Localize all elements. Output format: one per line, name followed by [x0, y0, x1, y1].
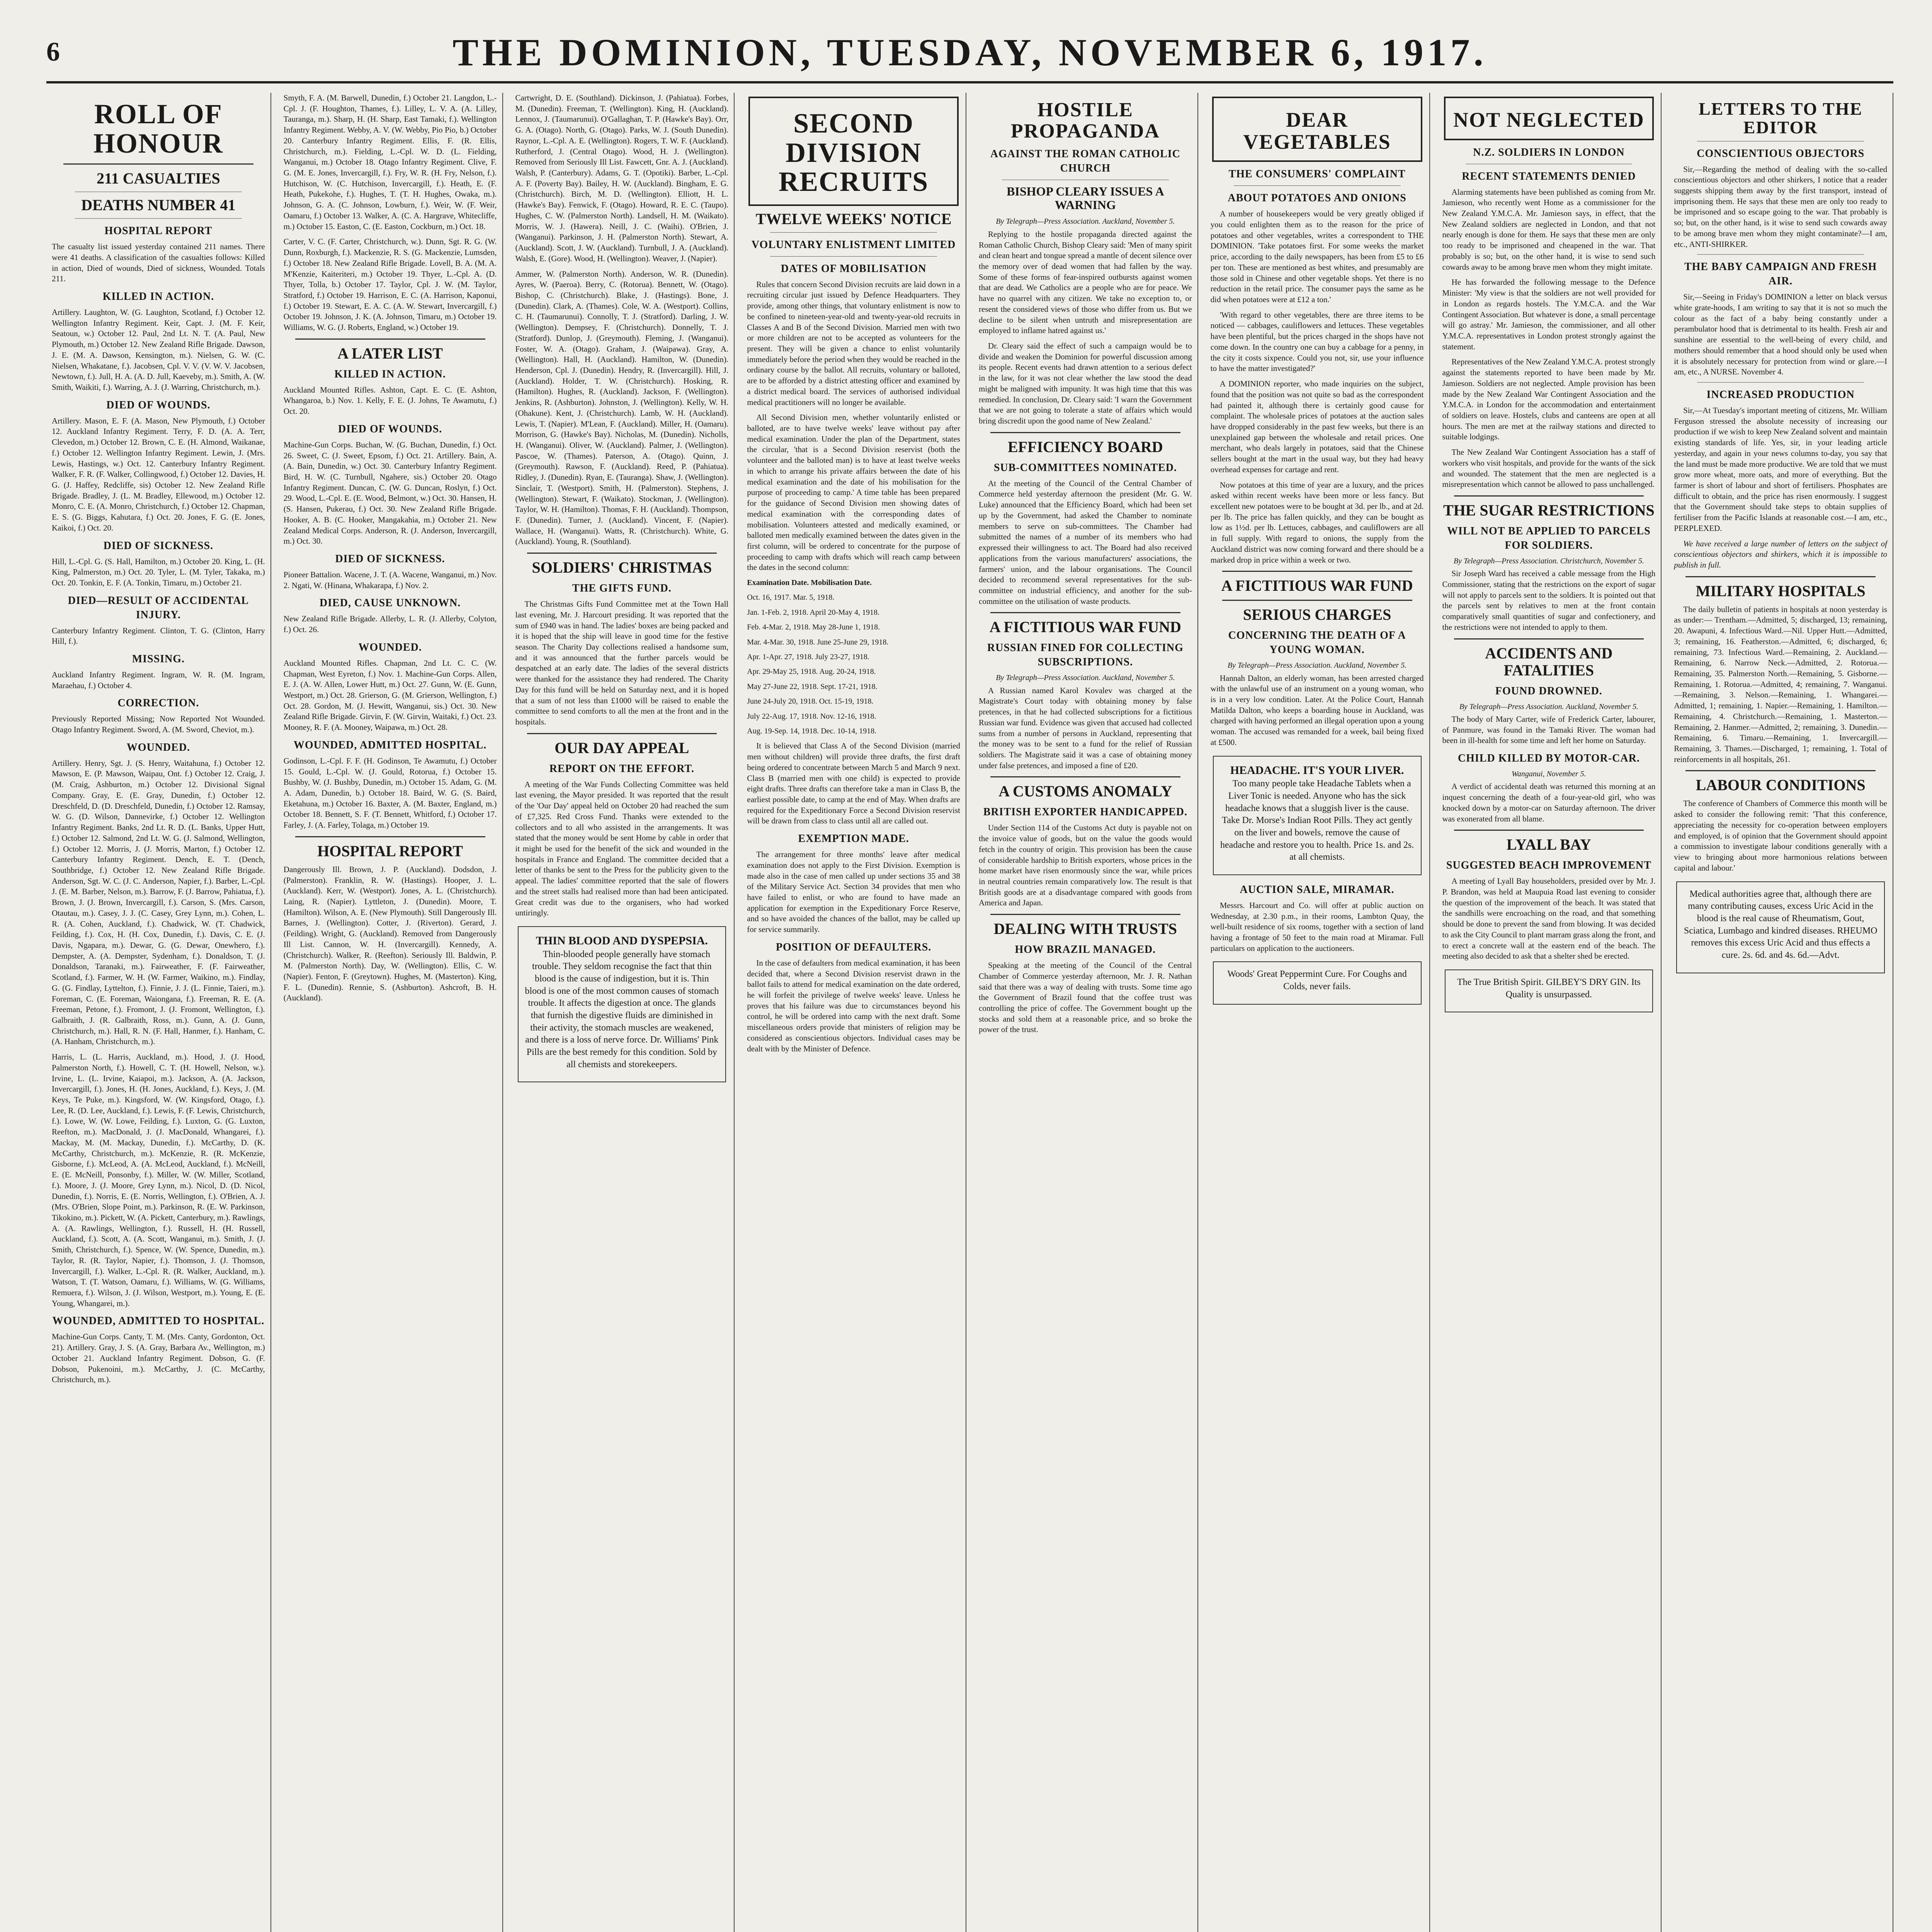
column-roll-of-honour [46, 93, 271, 1932]
page-number: 6 [46, 37, 60, 67]
schedule-row: Apr. 29-May 25, 1918. Aug. 20-24, 1918. [747, 667, 876, 676]
ad-text: Thin-blooded people generally have stomach trouble. They seldom recognise the fact that thin blood is the cause of indigestion, but it is. Thin blood is one of the most common causes of stomach trouble. It affects the digestion at once. The glands that furnish the digestive fluids are diminished in their activity, the stomach muscles are weakened, and there is a loss of nerve force. Dr. Williams' Pink Pills are the best remedy for this condition. Sold by all chemists and storekeepers. [525, 949, 719, 1070]
column-hospital-christmas [510, 93, 735, 1932]
recruits-text-5: In the case of defaulters from medical examination, it has been decided that, where a Second Division reservist drawn in the ballot fails to attend for medical examination on the date ordered, he will forfeit the privilege of twelve weeks' leave. Unless he proves that his failure was due to circumstances beyond his control, he will be ordered into camp with the next draft. Some miscellaneous orders provide that ministers of religion may be considered as conscientious objectors. Individual cases may be dealt with by the Minister of Defence. [747, 958, 960, 1053]
labour-text: The conference of Chambers of Commerce this month will be asked to consider the following remit: 'That this conference, appreciating the necessity for co-operation between employers and employed, is of opinion that the Government should appoint a commission to investigate labour conditions generally with a view to bringing about more harmonious relations between capital and labour.' [1674, 799, 1887, 872]
accidental-text: Canterbury Infantry Regiment. Clinton, T. G. (Clinton, Harry Hill, f.). [52, 626, 265, 646]
schedule-row: Oct. 16, 1917. Mar. 5, 1918. [747, 593, 835, 602]
gin-ad-text: The True British Spirit. GILBEY'S DRY GIN. Its Quality is unsurpassed. [1457, 977, 1641, 1000]
divider [990, 612, 1180, 613]
vegetables-headline-box [1212, 97, 1422, 162]
appeal-text: A meeting of the War Funds Collecting Committee was held last evening, the Mayor presided. It was reported that the result of the 'Our Day' appeal held on October 20 had reached the sum of £7,325. Red Cross Fund. Thanks were extended to the collectors and to all who assisted in the arrangements. It was stated that the money would be sent Home by cable in order that it might be used for the benefit of the sick and wounded in the hospitals in France and England. The committee decided that a letter of thanks be sent to the Press for the publicity given to the appeal. The ladies' committee reported that the sale of flowers and the street stalls had realised more than had been anticipated. Great credit was due to the organisers, who had worked untiringly. [515, 779, 729, 918]
died-wounds-text: Artillery. Mason, E. F. (A. Mason, New Plymouth, f.) October 12. Auckland Infantry Regiment. Terry, F. D. (A. A. Terr, Clevedon, m.) October 12. Brown, C. E. (H. Almond, Waikanae, f.) October 12. Wellington Infantry Regiment. Lewin, J. (Mrs. Lewis, Hastings, w.) Oct. 12. Canterbury Infantry Regiment. Walker, F. R. (F. Walker, Collingwood, f.) October 12. Davies, H. G. (J. Haffey, Redcliffe, sis) October 12. New Zealand Rifle Brigade. Bradley, J. (L. M. Bradley, Ellewood, m.) October 12. Monro, C. E. (A. Monro, Christchurch, f.) October 12. Chapman, E. S. (G. Biggs, Kahutara, f.) Oct. 20. Jones, F. G. (E. Jones, Kaikoi, f.) Oct. 20. [52, 416, 265, 532]
christmas-heading: SOLDIERS' CHRISTMAS [532, 559, 712, 577]
neglected-sub: N.Z. SOLDIERS IN LONDON [1473, 146, 1625, 158]
rheumo-ad-text: Medical authorities agree that, although there are many contributing causes, excess Uric Acid in the blood is the real cause of Rheumatism, Gout, Sciatica, Lumbago and kindred diseases. RHEUMO removes this excess Uric Acid and thus effects a cure. 2s. 6d. and 4s. 6d.—Advt. [1684, 889, 1878, 960]
later-du-heading: DIED, CAUSE UNKNOWN. [319, 597, 461, 609]
military-text: The daily bulletin of patients in hospitals at noon yesterday is as under:— Trentham.—Admitted, 5; discharged, 13; remaining, 20. Awapuni, 4. Infectious Ward.—Nil. Upper Hutt.—Admitted, 3; remaining, 16. Featherston.—Admitted, 6; discharged, 6; remaining, 73. Infectious Ward.—Remaining, 2. Auckland.—Remaining, 6. Narrow Neck.—Admitted, 2. Rotorua.—Remaining, 35. Palmerston North.—Remaining, 5. Gisborne.—Remaining, 1. Rotorua.—Admitted, 4; remaining, 7. Wanganui.—Remaining, 3. Nelson.—Remaining, 1. Whangarei.—Admitted, 1; remaining, 1. Napier.—Remaining, 1. Hamilton.—Remaining, 4. Christchurch.—Remaining, 1. Masterton.—Remaining, 2. Hanmer.—Admitted, 2; remaining, 3. Dunedin.—Remaining, 6. Timaru.—Remaining, 1. Invercargill.—Remaining, 3. Thames.—Discharged, 1; remaining, 1. Total of reinforcements in all hospitals, 261. [1674, 604, 1887, 764]
accidents-heading: ACCIDENTS AND FATALITIES [1485, 644, 1613, 679]
wounded-hospital-text: Machine-Gun Corps. Canty, T. M. (Mrs. Canty, Gordonton, Oct. 21). Artillery. Gray, J. S. (A. Gray, Barbara Av., Wellington, m.) October 21. Auckland Infantry Regiment. Dobson, G. (F. Dobson, Pukenoini, m.). McCarthy, J. (C. McCarthy, Christchurch, m.). [52, 1332, 265, 1384]
column-not-neglected [1437, 93, 1662, 1932]
died-wounds-heading: DIED OF WOUNDS. [106, 399, 211, 411]
neglected-heading: NOT NEGLECTED [1453, 108, 1645, 131]
fund-text: A Russian named Karol Kovalev was charged at the Magistrate's Court today with obtaining money by false pretences, in that he had collected subscriptions for a fictitious Russian war fund. Evidence was given that accused had collected sums from a number of persons in Auckland, representing that the money was to be sent to a fund for the relief of Russian soldiers. The Magistrate said it was a case of obtaining money under false pretences, and imposed a fine of £20. [979, 685, 1192, 770]
schedule-row: June 24-July 20, 1918. Oct. 15-19, 1918. [747, 697, 874, 706]
recruits-text-2: All Second Division men, whether voluntarily enlisted or balloted, are to have twelve weeks' leave without pay after medical examination. Under the plan of the Department, states the circular, 'that is a Second Division reservist (both the volunteer and the balloted man) is to have at least twelve weeks in which to arrange his private affairs between the date of his medical examination and the date of his mobilisation for the purpose of proceeding to camp.' A time table has been prepared for the guidance of Second Division men showing dates of medical examination with the corresponding dates of mobilisation. Volunteers attested and medically examined, or balloted men medically examined between the dates given in the first column, will be ordered to concentrate for the purpose of proceeding to camp with drafts which will reach camp between the dates in the second column: [747, 413, 960, 572]
later-ds-heading: DIED OF SICKNESS. [335, 553, 445, 565]
vegetables-sub2: ABOUT POTATOES AND ONIONS [1228, 192, 1406, 204]
divider [990, 776, 1180, 777]
column-vegetables [1205, 93, 1430, 1932]
schedule-row: Aug. 19-Sep. 14, 1918. Dec. 10-14, 1918. [747, 727, 877, 735]
fund-heading: A FICTITIOUS WAR FUND [989, 618, 1181, 636]
fund-dateline: By Telegraph—Press Association. Auckland, November 5. [996, 673, 1175, 682]
gin-advertisement [1445, 969, 1653, 1012]
divider [75, 218, 242, 219]
production-heading: INCREASED PRODUCTION [1706, 388, 1855, 401]
vegetables-text-3: A DOMINION reporter, who made inquiries on the subject, found that the position was not quite so bad as the correspondent had painted it, although there is certainly good cause for complaint. The wholesale prices of potatoes at the auction sales have dropped considerably in the past few weeks, but there is an unexplained gap between the wholesale and retail prices. One merchant, who deals largely in potatoes, said that the Chinese sellers bought at the mart in the usual way, but they had heavy overhead expenses for cartage and rent. [1210, 379, 1424, 474]
letters-heading: LETTERS TO THE EDITOR [1698, 99, 1863, 138]
wounded-heading: WOUNDED. [126, 741, 190, 753]
propaganda-text-1: Replying to the hostile propaganda directed against the Roman Catholic Church, Bishop Cleary said: 'Men of many spirit and clean heart and tongue spread a mantle of decent silence over the memory over of dead women that had fallen by the way. Some of these forms of fear-inspired outbursts against women that are dead. We Catholics are a people who are for peace. We have no quarrel with any citizen. We take no exception to, or resent the considered views of those who differ from us. But we decline to be silent when untruth and misrepresentation are employed to inflame hatred against us.' [979, 229, 1192, 335]
headache-advertisement [1213, 756, 1422, 875]
trusts-text: Speaking at the meeting of the Council of the Central Chamber of Commerce yesterday afternoon, Mr. J. R. Nathan said that there was a way of dealing with trusts. Some time ago the Government of Brazil found that the coffee trust was controlling the price of coffee. The Government bought up the stocks and sold them at a reasonable price, and so broke the power of the trust. [979, 961, 1192, 1034]
military-heading: MILITARY HOSPITALS [1696, 582, 1866, 600]
schedule-row: Apr. 1-Apr. 27, 1918. July 23-27, 1918. [747, 653, 869, 662]
column-casualty-lists [278, 93, 503, 1932]
correction-heading: CORRECTION. [117, 697, 199, 709]
motor-dateline: Wanganui, November 5. [1512, 770, 1586, 779]
later-wounded-heading: WOUNDED. [358, 641, 422, 653]
serious-text: Hannah Dalton, an elderly woman, has been arrested charged with the unlawful use of an instrument on a young woman, who is in a very low condition. Later. At the Police Court, Hannah Matilda Dalton, who keeps a boarding house in Auckland, was charged with having performed an illegal operation upon a young woman. The accused was remanded for a week, bail being fixed at £500. [1210, 673, 1424, 747]
vegetables-sub: THE CONSUMERS' COMPLAINT [1228, 168, 1406, 180]
drowned-sub: FOUND DROWNED. [1495, 685, 1602, 697]
divider [63, 163, 253, 165]
recruits-headline-box [748, 97, 959, 206]
customs-text: Under Section 114 of the Customs Act duty is payable not on the invoice value of goods, but on the value the goods would fetch in the country of origin. This provision has been the cause of considerable hardship to British exporters, whose prices in the home market have risen enormously since the war, while prices in neutral countries remain comparatively low. The result is that British goods are at a disadvantage compared with goods from America and Japan. [979, 823, 1192, 908]
intro-text: The casualty list issued yesterday contained 211 names. There were 41 deaths. A classification of the casualties follows: Killed in action, Died of wounds, Died of sickness, Wounded. Totals 211. [52, 242, 265, 284]
recruits-heading: SECOND DIVISION RECRUITS [779, 108, 929, 197]
serious-dateline: By Telegraph—Press Association. Auckland, November 5. [1227, 661, 1407, 670]
died-sickness-text: Hill, L.-Cpl. G. (S. Hall, Hamilton, m.) October 20. King, L. (H. King, Palmerston, m.) Oct. 20. Tyler, L. (M. Tyler, Takaka, m.) Oct. 20. Tonkin, E. F. (A. Tonkin, Timaru, m.) October 21. [52, 556, 265, 587]
column-recruits [742, 93, 966, 1932]
later-killed-heading: KILLED IN ACTION. [334, 368, 446, 380]
peppermint-advertisement [1213, 961, 1422, 1004]
fund-sub: RUSSIAN FINED FOR COLLECTING SUBSCRIPTIONS. [987, 642, 1184, 668]
ad-title: THIN BLOOD AND DYSPEPSIA. [536, 934, 708, 947]
propaganda-dateline: By Telegraph—Press Association. Auckland, November 5. [996, 217, 1175, 226]
neglected-headline-box [1444, 97, 1654, 140]
column-propaganda [973, 93, 1198, 1932]
recruits-text-3: It is believed that Class A of the Second Division (married men without children) will provide three drafts, the first draft being ordered to concentrate between March 5 and March 9 next. Class B (married men with one child) is expected to provide eight drafts. Three drafts can therefore take a man in Class B, the earliest possible date, to camp at the end of May. When drafts are required for the Expeditionary Force a Second Division reservist will be drawn from class to class until all are called out. [747, 741, 960, 826]
fund2-heading: A FICTITIOUS WAR FUND [1221, 577, 1413, 595]
board-sub: SUB-COMMITTEES NOMINATED. [993, 461, 1177, 474]
propaganda-sub2: BISHOP CLEARY ISSUES A WARNING [1007, 184, 1164, 212]
recruits-text-4: The arrangement for three months' leave after medical examination does not apply to the First Division. Exemption is made also in the case of men called up under sections 35 and 38 of the Military Service Act. Section 34 provides that men who have failed to enlist, or who are found to have made an application for exemption in the Expeditionary Force Reserve, and so have avoided the chances of the ballot, may be called up for service summarily. [747, 850, 960, 934]
later-dw-text: Machine-Gun Corps. Buchan, W. (G. Buchan, Dunedin, f.) Oct. 26. Sweet, C. (J. Sweet, Epsom, f.) Oct. 21. Artillery. Bain, A. (A. Bain, Dunedin, w.) Oct. 30. Canterbury Infantry Regiment. Bird, H. W. (C. Turnbull, Ngahere, sis.) October 20. Otago Infantry Regiment. Duncan, C. (W. G. Duncan, Roslyn, f.) Oct. 29. Wood, L.-Cpl. E. (E. Wood, Belmont, w.) Oct. 30. Hansen, H. (S. Hansen, Pukerau, f.) Oct. 30. New Zealand Rifle Brigade. Hooker, A. B. (C. Hooker, Mangakahia, m.) October 21. New Zealand Medical Corps. Anderson, R. (J. Anderson, Invercargill, m.) Oct. 30. [283, 440, 497, 546]
lyall-heading: LYALL BAY [1506, 836, 1591, 854]
deaths-heading: DEATHS NUMBER 41 [81, 196, 236, 214]
sugar-dateline: By Telegraph—Press Association. Christchurch, November 5. [1453, 556, 1644, 565]
neglected-text-1: Alarming statements have been published as coming from Mr. Jamieson, who recently went Home as a commissioner for the New Zealand Y.M.C.A. Mr. Jamieson says, in effect, that the New Zealand soldiers are neglected in London, and that not nearly enough is done for them. He says that these men are only too ready to be imprisoned and cheapened in the war. That probably is so; but, on the other hand, it is wise to send such cowards away to be among brave men whom they might imitate. [1442, 187, 1656, 272]
schedule-row: Feb. 4-Mar. 2, 1918. May 28-June 1, 1918. [747, 623, 880, 632]
divider [1234, 185, 1401, 186]
peppermint-ad-text: Woods' Great Peppermint Cure. For Coughs and Colds, never fails. [1227, 969, 1407, 992]
customs-sub: BRITISH EXPORTER HANDICAPPED. [983, 806, 1187, 818]
production-text: Sir,—At Tuesday's important meeting of citizens, Mr. William Ferguson stressed the absolute necessity of increasing our production if we wish to keep New Zealand solvent and maintain existing standards of life. Yes, sir, in your leading article yesterday, and again in your news columns to-day, you say that the land must be made more productive. We are told that we must grow more wheat, more oats, and more of everything. But the farmer is short of labour and short of fertilisers. Phosphates are difficult to obtain, and the price has risen enormously. I suggest that the Government should take steps to obtain supplies of fertiliser from the Pacific Islands at reasonable cost.—I am, etc., PERPLEXED. [1674, 405, 1887, 533]
missing-text: Auckland Infantry Regiment. Ingram, W. R. (M. Ingram, Maraehau, f.) October 4. [52, 670, 265, 690]
divider [295, 338, 485, 340]
vegetables-heading: DEAR VEGETABLES [1243, 108, 1391, 153]
christmas-sub: THE GIFTS FUND. [572, 582, 672, 595]
board-heading: EFFICIENCY BOARD [1007, 438, 1163, 456]
neglected-text-3: Representatives of the New Zealand Y.M.C.A. protest strongly against the statements reported to have been made by Mr. Jamieson. Soldiers are not neglected. Ample provision has been made by the New Zealand War Contingent Association and the Y.M.C.A. in London for the accommodation and entertainment of soldiers on leave. Hostels, clubs and canteens are open at all hours. The men are met at the railway stations and directed to suitable lodgings. [1442, 357, 1656, 442]
neglected-sub2: RECENT STATEMENTS DENIED [1462, 170, 1636, 182]
schedule-row: Mar. 4-Mar. 30, 1918. June 25-June 29, 1918. [747, 638, 889, 646]
paper-title: THE DOMINION, TUESDAY, NOVEMBER 6, 1917. [452, 31, 1487, 74]
recruits-sub2: VOLUNTARY ENLISTMENT LIMITED [751, 238, 956, 251]
later-killed-text: Auckland Mounted Rifles. Ashton, Capt. E. C. (E. Ashton, Whangaroa, b.) Nov. 1. Kelly, F. E. (J. Johns, Te Awamutu, f.) Oct. 20. [283, 385, 497, 416]
appeal-heading: OUR DAY APPEAL [554, 739, 689, 757]
report-heading: HOSPITAL REPORT [104, 225, 213, 237]
divider [990, 914, 1180, 915]
drowned-text: The body of Mary Carter, wife of Frederick Carter, labourer, of Panmure, was found in the Tamaki River. The woman had been in ill-health for some time and left her home on Saturday. [1442, 714, 1656, 745]
divider [527, 553, 717, 554]
admitted-text: Godinson, L.-Cpl. F. F. (H. Godinson, Te Awamutu, f.) October 15. Gould, L.-Cpl. W. (J. Gould, Rotorua, f.) October 15. Bushby, W. (J. Bushby, Dunedin, m.) October 15. Adam, G. (M. A. Adam, Dunedin, b.) October 18. Baird, W. G. (S. Baird, Eketahuna, m.) October 16. Baxter, A. (M. Baxter, England, m.) October 18. Bennett, S. F. (T. Bennett, Whitford, f.) October 17. Farley, J. (A. Farley, Tolaga, m.) October 19. [283, 756, 497, 830]
neglected-text-2: He has forwarded the following message to the Defence Minister: 'My view is that the soldiers are not well provided for in London as regards hostels. The Y.M.C.A. and the War Contingent Association. But whatever is done, a small percentage will go astray.' Mr. Jamieson, the commissioner, and all other Y.M.C.A. representatives in London protest strongly against the statement. [1442, 277, 1656, 351]
lyall-text: A meeting of Lyall Bay householders, presided over by Mr. J. P. Brandon, was held at Maupuia Road last evening to consider the question of the improvement of the beach. It was stated that the sandhills were encroaching on the road, and that something should be done to prevent the sand from blowing. It was decided to ask the City Council to plant marram grass along the front, and to erect a concrete wall at the eastern end of the beach. The meeting also decided to ask that a shelter shed be erected. [1442, 876, 1656, 961]
auction-text: Messrs. Harcourt and Co. will offer at public auction on Wednesday, at 2.30 p.m., in their rooms, Lambton Quay, the well-built residence of six rooms, together with a section of land having a frontage of 50 feet to the main road at Miramar. Full particulars on application to the auctioneers. [1210, 900, 1424, 953]
christmas-text: The Christmas Gifts Fund Committee met at the Town Hall last evening, Mr. J. Harcourt presiding. It was reported that the sum of £940 was in hand. The ladies' boxes are being packed and it is hoped that the ship will leave in good time for the festive season. The Charity Day collections realised a handsome sum, and it was announced that the further parcels would be despatched at an early date. The ladies of the several districts were thanked for the assistance they had rendered. The Charity Day for this fund will be held on Saturday next, and it is hoped that a sum of not less than £1000 will be raised to enable the committee to send comforts to all the men at the front and in the hospitals. [515, 599, 729, 727]
vegetables-text-1: A number of housekeepers would be very greatly obliged if you could enlighten them as to the reason for the price of potatoes and other vegetables, writes a correspondent to THE DOMINION. 'Take potatoes first. For some weeks the market price, according to the daily newspapers, has been from £5 to £6 per ton. These are mentioned as best whites, and presumably are those sold in Chinese and other vegetable shops. Yet there is no reduction in the retail price. The consumer pays the same as he did when potatoes were at £12 a ton.' [1210, 209, 1424, 304]
divider [1697, 254, 1864, 255]
objectors-heading: CONSCIENTIOUS OBJECTORS [1697, 147, 1865, 160]
schedule-row: Jan. 1-Feb. 2, 1918. April 20-May 4, 1918. [747, 608, 880, 617]
objectors-text: Sir,—Regarding the method of dealing with the so-called conscientious objectors and other shirkers, I notice that a reader suggests shipping them away by the first transport, instead of imprisoning them. He says that these men are only too ready to be imprisoned and so escape going to the war. That probably is so; but, on the other hand, is it wise to send such cowards away to be among brave men whom they might contaminate?—I am, etc., ANTI-SHIRKER. [1674, 164, 1887, 249]
divider [1454, 638, 1644, 639]
divider [527, 733, 717, 734]
hospital-report-text: Dangerously Ill. Brown, J. P. (Auckland). Dodsdon, J. (Palmerston). Franklin, R. W. (Hastings). Hooper, J. L. (Auckland). Kerr, W. (Westport). Jones, A. L. (Christchurch). Laing, R. (Napier). Lyttleton, J. (Dunedin). Moore, T. (Hamilton). Wilson, A. E. (New Plymouth). Still Dangerously Ill. Barnes, J. (Wellington). Cotter, J. (Riverton). Gerard, J. (Feilding). Wright, G. (Auckland). Removed from Dangerously Ill List. Cannon, W. H. (Invercargill). Kennedy, A. (Christchurch). Walker, R. (Reefton). Seriously Ill. Baldwin, P. M. (Palmerston North). Day, W. (Wellington). Ellis, C. W. (Napier). Fenton, F. (Greytown). Hughes, M. (Masterton). King, F. L. (Dunedin). Rennie, S. (Ashburton). Ashcroft, B. H. (Auckland). [283, 864, 497, 1003]
columns [46, 93, 1893, 1932]
serious-heading: SERIOUS CHARGES [1243, 606, 1391, 624]
accidental-heading: DIED—RESULT OF ACCIDENTAL INJURY. [68, 594, 249, 621]
died-sickness-heading: DIED OF SICKNESS. [103, 539, 214, 552]
sugar-text: Sir Joseph Ward has received a cable message from the High Commissioner, stating that the restrictions on the export of sugar will not apply to parcels sent to the soldiers. It is pointed out that the parcels sent by relatives to men at the front contain comparatively small quantities of sugar and confectionery, and the restrictions were not intended to apply to them. [1442, 569, 1656, 632]
editor-note: We have received a large number of letters on the subject of conscientious objectors and shirkers, which it is impossible to publish in full. [1674, 539, 1887, 570]
wounded-text: Artillery. Henry, Sgt. J. (S. Henry, Waitahuna, f.) October 12. Mawson, E. (P. Mawson, Waipau, Ont. f.) October 12. Craig, J. (M. Craig, Ashburton, m.) October 12. Divisional Signal Company. Gray, E. (E. Gray, Dunedin, f.) October 12. Dreschfeld, D. (D. Dreschfeld, Dunedin, f.) October 12. Ramsay, W. G. (D. Wilson, Dannevirke, f.) October 12. Wellington Infantry Regiment. Banks, 2nd Lt. R. D. (L. Banks, Upper Hutt, f.) October 12. Salmond, 2nd Lt. W. G. (J. Salmond, Wellington, f.) October 12. Morris, J. (J. Morris, Marton, f.) October 12. Canterbury Infantry Regiment. Dench, E. T. (Dench, Southbridge, f.) October 12. New Zealand Rifle Brigade. Anderson, Sgt. W. C. (J. C. Anderson, Napier, f.). Barber, L.-Cpl. J. (E. M. Barber, Nelson, m.). Barrow, F. (J. Barrow, Pahiatua, f.). Brown, J. (J. Brown, Invercargill, f.). Carson, S. (Mrs. Carson, Otautau, m.). Casey, J. J. (C. Casey, Grey Lynn, m.). Cohen, L. R. (A. Cohen, Auckland, f.). Chadwick, W. (T. Chadwick, Feilding, f.). Cox, H. (H. Cox, Dunedin, f.). Davis, C. E. (J. Davis, Ngapara, m.). Dewar, G. (G. Dewar, Onewhero, f.). Dempster, A. (A. Dempster, Sydenham, f.). Donaldson, T. (J. Donaldson, Taranaki, m.). Fairweather, F. (F. Fairweather, Scotland, f.). Farmer, W. H. (W. Farmer, Waikino, m.). Findlay, G. (G. Findlay, Lyttelton, f.). Finnie, J. J. (L. Finnie, Taieri, m.). Foreman, C. (E. Foreman, Waiongana, f.). Freeman, R. E. (A. Freeman, Petone, f.). Fromont, J. (J. Fromont, Wellington, f.). Galbraith, J. (R. Galbraith, Ross, m.). Gunn, A. (J. Gunn, Christchurch, m.). Hall, R. N. (F. Hall, Hanmer, f.). Hanham, C. (A. Hanham, Christchurch, m.). [52, 758, 265, 1046]
column-letters [1668, 93, 1893, 1932]
motor-text: A verdict of accidental death was returned this morning at an inquest concerning the death of a four-year-old girl, who was knocked down by a motor-car on Saturday afternoon. The driver was exonerated from all blame. [1442, 782, 1656, 823]
masthead [46, 23, 1893, 83]
propaganda-heading: HOSTILE PROPAGANDA [1010, 99, 1160, 142]
schedule-row: May 27-June 22, 1918. Sept. 17-21, 1918. [747, 682, 878, 691]
admitted-heading: WOUNDED, ADMITTED HOSPITAL. [293, 739, 487, 751]
motor-sub: CHILD KILLED BY MOTOR-CAR. [1458, 752, 1640, 765]
rheumo-advertisement [1676, 881, 1885, 973]
headache-ad-text: Too many people take Headache Tablets when a Liver Tonic is needed. Anyone who has the sick headache knows that a sluggish liver is the cause. Take Dr. Morse's Indian Root Pills. They act gently on the liver and bowels, remove the cause of headache and restore you to health. Price 1s. and 2s. at all chemists. [1220, 779, 1414, 862]
trusts-sub: HOW BRAZIL MANAGED. [1015, 944, 1156, 956]
lyall-sub: SUGGESTED BEACH IMPROVEMENT [1446, 859, 1651, 872]
recruits-sub3: DATES OF MOBILISATION [781, 262, 927, 275]
casualties-heading: 211 CASUALTIES [96, 170, 220, 187]
roll-heading: ROLL OF HONOUR [93, 99, 223, 159]
propaganda-text-2: Dr. Cleary said the effect of such a campaign would be to divide and weaken the Dominion for powerful discussion among its people. Recent events had drawn attention to a serious defect in the law, for it was not clear whether the law stood the dead might be maligned with impunity. It was high time that this was remedied. In conclusion, Dr. Cleary said: 'I warn the Government that we are not going to tolerate a state of affairs which would bring discredit upon the good name of New Zealand.' [979, 341, 1192, 426]
serious-sub: CONCERNING THE DEATH OF A YOUNG WOMAN. [1228, 629, 1406, 656]
propaganda-sub: AGAINST THE ROMAN CATHOLIC CHURCH [990, 148, 1180, 175]
schedule-row: July 22-Aug. 17, 1918. Nov. 12-16, 1918. [747, 712, 876, 721]
schedule-header: Examination Date. Mobilisation Date. [747, 578, 872, 587]
hospital-report-heading: HOSPITAL REPORT [317, 842, 463, 860]
sugar-heading: THE SUGAR RESTRICTIONS [1443, 502, 1655, 519]
list-text-1: Smyth, F. A. (M. Barwell, Dunedin, f.) October 21. Langdon, L.-Cpl. J. (F. Houghton, Thames, f.). Lilley, L. V. A. (A. Lilley, Tauranga, m.). Sharp, H. (H. Sharp, East Tamaki, f.). Wellington Infantry Regiment. Webby, A. V. (W. Webby, Pio Pio, b.) October 20. Canterbury Infantry Regiment. Ellis, F. (R. Ellis, Christchurch, m.). Fielding, L.-Cpl. W. D. (L. Fielding, Wanganui, m.) October 18. Otago Infantry Regiment. Clive, F. G. (M. E. Jones, Invercargill, f.). Fry, W. R. (H. Fry, Nelson, f.). Hutchison, W. (C. Hutchison, Invercargill, f.). Heath, E. (F. Heath, Pukekohe, f.). Hughes, T. (T. H. Hughes, Owaka, m.). Johnson, G. A. (C. Johnson, Lowburn, f.). Weir, W. (F. Weir, Oamaru, f.) October 13. Walker, A. (C. A. Hargrave, Whitecliffe, m.) October 15. Easton, C. (E. Easton, Cockburn, m.) Oct. 18. [283, 93, 497, 231]
divider [1685, 770, 1876, 771]
exemption-heading: EXEMPTION MADE. [798, 833, 909, 845]
divider [1222, 600, 1412, 601]
hospital-list-1: Cartwright, D. E. (Southland). Dickinson, J. (Pahiatua). Forbes, M. (Dunedin). Freeman, T. (Wellington). King, H. (Auckland). Lennox, J. (Taumarunui). O'Gallaghan, T. P. (Hawke's Bay). Orr, G. A. (Otago). North, G. (Otago). Parks, W. J. (South Dunedin). Raynor, L.-Cpl. A. E. (Wellington). Rogers, T. W. F. (Auckland). Rutherford, J. (Central Otago). Wood, H. J. (Wellington). Removed from Seriously Ill List. Fawcett, Gnr. A. J. (Auckland). Walsh, P. (Canterbury). Adams, G. T. (Opotiki). Barber, L.-Cpl. A. F. (Poverty Bay). Bailey, H. W. (Auckland). Bingham, E. G. (Christchurch). Birch, M. D. (Wellington). Elliott, H. L. (Hawke's Bay). Fenwick, F. (Otago). Howard, R. E. C. (Taupo). Hughes, C. W. (Palmerston North). Landsell, H. M. (Waikato). Morris, W. J. (Hawera). Neill, J. C. (Waihi). O'Brien, J. (Wanganui). Parkinson, J. H. (Palmerston North). Stewart, A. (Auckland). Scott, J. W. (Auckland). Turnbull, J. A. (Auckland). Walsh, E. (Gore). Wood, H. (Wellington). Weaver, J. (Napier). [515, 93, 729, 263]
list-text-2: Carter, V. C. (F. Carter, Christchurch, w.). Dunn, Sgt. R. G. (W. Dunn, Roxburgh, f.). Mackenzie, R. S. (G. Mackenzie, Lumsden, f.) October 18. New Zealand Rifle Brigade. Lovell, B. A. (M. A. M'Kenzie, Kaiteriteri, m.) October 19. Thyer, L.-Cpl. A. (D. Thyer, Tolla, b.) October 17. Taylor, Cpl. J. W. (M. Taylor, Stratford, f.) October 19. Harrison, E. C. (A. Harrison, Kaponui, f.) October 19. Stewart, E. A. C. (A. W. Stewart, Invercargill, f.) October 19. Johnson, J. K. (A. Johnson, Timaru, m.) October 19. Williams, W. G. (J. Roberts, England, w.) October 19. [283, 237, 497, 332]
vegetables-text-2: 'With regard to other vegetables, there are three items to be noticed — cabbages, cauliflowers and lettuces. These vegetables have been plentiful, but the prices charged in the shops have not come down. In the country one can buy a cabbage for a penny, in the city it costs sixpence. Could you not, sir, use your influence to have the matter investigated?' [1210, 310, 1424, 373]
recruits-sub: TWELVE WEEKS' NOTICE [755, 210, 952, 228]
recruits-text-1: Rules that concern Second Division recruits are laid down in a recruiting circular just issued by Defence Headquarters. They provide, among other things, that voluntary enlistment is now to be confined to nineteen-year-old and twenty-year-old recruits in Classes A and B of the Second Division. Married men with two or more children are not to be accepted as volunteers for the present. They will be given a chance to enlist voluntarily immediately before the period when they would be reached in the ordinary course by the ballot. All recruits, voluntary or balloted, are to be afforded by a district attesting officer and examined by a district medical board. The services of authorised individual medical practitioners will no longer be available. [747, 279, 960, 407]
defaulters-heading: POSITION OF DEFAULTERS. [776, 941, 932, 953]
later-du-text: New Zealand Rifle Brigade. Allerby, L. R. (J. Allerby, Colyton, f.) Oct. 26. [283, 614, 497, 634]
hospital-list-2: Ammer, W. (Palmerston North). Anderson, W. R. (Dunedin). Ayres, W. (Paeroa). Berry, C. (Rotorua). Bennett, W. (Otago). Bishop, C. (Christchurch). Blake, J. (Hastings). Bone, J. (Dunedin). Clark, A. (Thames). Cole, W. A. (Westport). Collins, C. H. (Taumarunui). Connolly, T. J. (Stratford). Darling, J. W. (Wellington). Dempsey, F. (Christchurch). Donnelly, T. J. (Stratford). Dunlop, J. (Greymouth). Fleming, J. (Wanganui). Foster, W. A. (Otago). Graham, J. (Waipawa). Gray, A. (Wellington). Hall, H. (Auckland). Hamilton, W. (Dunedin). Henderson, Cpl. J. (Dunedin). Hendry, R. (Invercargill). Hill, J. (Auckland). Holder, T. W. (Christchurch). Hosking, R. (Hamilton). Hughes, R. (Auckland). Jackson, F. (Wellington). Jenkins, R. (Ashburton). Johnston, J. (Wellington). Kelly, W. H. (Ohakune). Kent, J. (Christchurch). Lamb, W. H. (Auckland). Lewis, T. (Napier). M'Lean, F. (Auckland). Miller, H. (Oamaru). Morrison, G. (Hawke's Bay). Nicholas, M. (Dunedin). Nicholls, H. (Wanganui). Oliver, W. (Auckland). Palmer, J. (Wellington). Pascoe, W. (Thames). Paterson, A. (Otago). Quinn, J. (Greymouth). Rawson, F. (Auckland). Reed, P. (Pahiatua). Ridley, J. (Dunedin). Ryan, E. (Tauranga). Shaw, J. (Wellington). Sinclair, T. (Westport). Smith, H. (Palmerston). Stephens, J. (Wellington). Stewart, F. (Waikato). Stockman, J. (Wellington). Taylor, W. H. (Hamilton). Thomas, F. H. (Auckland). Thompson, F. (Dunedin). Turner, J. (Auckland). Vincent, F. (Napier). Wallace, H. (Wanganui). Watts, R. (Christchurch). White, G. (Auckland). Young, R. (Southland). [515, 269, 729, 546]
later-list-heading: A LATER LIST [337, 344, 443, 362]
missing-heading: MISSING. [132, 653, 185, 665]
divider [770, 256, 937, 257]
later-ds-text: Pioneer Battalion. Wacene, J. T. (A. Wacene, Wanganui, m.) Nov. 2. Ngati, W. (Hinana, Whakarapa, f.) Nov. 2. [283, 570, 497, 590]
neglected-text-4: The New Zealand War Contingent Association has a staff of workers who visit hospitals, and provide for the wants of the sick and wounded. The statement that the men are neglected is a misrepresentation which cannot be allowed to pass unchallenged. [1442, 447, 1656, 489]
divider [1454, 495, 1644, 497]
correction-text: Previously Reported Missing; Now Reported Not Wounded. Otago Infantry Regiment. Sword, A. (M. Sword, Cheviot, m.). [52, 714, 265, 735]
trusts-heading: DEALING WITH TRUSTS [993, 920, 1177, 938]
later-wounded-text: Auckland Mounted Rifles. Chapman, 2nd Lt. C. C. (W. Chapman, West Eyreton, f.) Nov. 1. Machine-Gun Corps. Allen, E. J. (A. W. Allen, Lower Hutt, m.) Oct. 27. Gunn, W. (E. Gunn, Westport, m.) Oct. 28. Grierson, G. (M. Grierson, Wellington, f.) Oct. 28. Gordon, M. (J. Hewitt, Wanganui, sis.) Oct. 30. New Zealand Rifle Brigade. Girvin, F. (W. Girvin, Waitaki, f.) Oct. 23. Mooney, R. F. (A. Mooney, Waipawa, m.) Oct. 28. [283, 658, 497, 732]
advertisement [518, 926, 726, 1082]
sugar-sub: WILL NOT BE APPLIED TO PARCELS FOR SOLDIERS. [1447, 525, 1651, 551]
vegetables-text-4: Now potatoes at this time of year are a luxury, and the prices asked within recent weeks have been more or less fancy. But excellent new potatoes were to be bought at 3d. per lb., and at 2d. per lb. The price has fallen quickly, and they can be bought as low as 1½d. per lb. Lettuces, cabbages, and cauliflowers are all in full supply. With regard to onions, the supply from the Auckland district was now coming forward and there should be a marked drop in price within a week or two. [1210, 480, 1424, 565]
killed-text: Artillery. Laughton, W. (G. Laughton, Scotland, f.) October 12. Wellington Infantry Regiment. Keir, Capt. J. (M. F. Keir, Seatoun, w.) October 12. Paul, 2nd Lt. N. T. (A. Paul, New Plymouth, m.) October 12. New Zealand Rifle Brigade. Dawson, J. E. (M. A. Dawson, Kensington, m.). Nielsen, G. W. (C. Nielsen, Whakatane, f.). Jacobsen, Cpl. V. V. (V. W. V. Jacobsen, Newtown, f.). Jull, H. A. (A. D. Jull, Kaeveby, m.). Smith, A. (W. Smith, Waikiti, f.). Warring, A. J. (J. Warring, Christchurch, m.). [52, 307, 265, 392]
killed-heading: KILLED IN ACTION. [102, 291, 214, 303]
divider [295, 836, 485, 837]
divider [1222, 571, 1412, 572]
board-text: At the meeting of the Council of the Central Chamber of Commerce held yesterday afternoon the president (Mr. G. W. Luke) announced that the Efficiency Board, which had been set up by the Government, had asked the Chamber to nominate members to serve on sub-committees. The Chamber had submitted the names of a number of its members who had expressed their willingness to act. The Board had also received applications from the various manufacturers' associations, the farmers' union, and the labour organisations. The Council decided to recommend several representatives for the sub-committee on industrial efficiency, and another for the sub-committee on the utilisation of waste products. [979, 478, 1192, 606]
later-dw-heading: DIED OF WOUNDS. [338, 423, 442, 435]
wounded-hospital-heading: WOUNDED, ADMITTED TO HOSPITAL. [52, 1315, 265, 1327]
customs-heading: A CUSTOMS ANOMALY [998, 782, 1172, 800]
baby-text: Sir,—Seeing in Friday's DOMINION a letter on black versus white grate-hoods, I am writing to say that it is not so much the colour as the fact of a baby being constantly under a perambulator hood that is detrimental to its health. Fresh air and sunshine are essential to the well-being of every child, and mothers should remember that a hood should only be used when it is absolutely necessary for protection from wind or glare.—I am, etc., A NURSE. November 4. [1674, 292, 1887, 377]
divider [1697, 382, 1864, 383]
baby-heading: THE BABY CAMPAIGN AND FRESH AIR. [1684, 261, 1877, 287]
appeal-sub: REPORT ON THE EFFORT. [549, 762, 695, 775]
divider [1685, 576, 1876, 577]
headache-ad-title: HEADACHE. IT'S YOUR LIVER. [1230, 764, 1404, 777]
auction-heading: AUCTION SALE, MIRAMAR. [1240, 883, 1395, 896]
labour-heading: LABOUR CONDITIONS [1696, 776, 1866, 794]
divider [990, 432, 1180, 433]
divider [770, 232, 937, 233]
drowned-dateline: By Telegraph—Press Association. Auckland, November 5. [1459, 702, 1639, 711]
divider [1454, 830, 1644, 831]
wounded-text-2: Harris, L. (L. Harris, Auckland, m.). Hood, J. (J. Hood, Palmerston North, f.). Howell, C. T. (H. Howell, Nelson, w.). Irvine, L. (L. Irvine, Kaiapoi, m.). Jackson, A. (A. Jackson, Invercargill, f.). Jones, H. (H. Jones, Auckland, f.). Keys, J. (M. Keys, Te Puke, m.). Kingsford, W. (W. Kingsford, Otago, f.). Lee, R. (D. Lee, Auckland, f.). Lewis, F. (F. Lewis, Christchurch, f.). Lowe, W. (W. Lowe, Feilding, f.). Luxton, G. (G. Luxton, Reefton, m.). MacDonald, J. (J. MacDonald, Whangarei, f.). Mackay, M. (M. Mackay, Dunedin, f.). McCarthy, D. (K. McCarthy, Christchurch, m.). McKenzie, R. (R. McKenzie, Gisborne, f.). McLeod, A. (A. McLeod, Auckland, f.). McNeill, E. (E. McNeill, Ponsonby, f.). Miller, W. (W. Miller, Scotland, f.). Moore, J. (J. Moore, Grey Lynn, m.). Nicol, D. (D. Nicol, Dunedin, f.). Norris, E. (E. Norris, Wellington, f.). O'Brien, A. J. (Mrs. O'Brien, Slope Point, m.). Parkinson, R. (E. W. Parkinson, Tikokino, m.). Pickett, W. (A. Pickett, Canterbury, m.). Rawlings, A. (A. Rawlings, Wellington, f.). Russell, H. (H. Russell, Auckland, f.). Scott, A. (A. Scott, Wanganui, m.). Smith, J. (J. Smith, Christchurch, f.). Spence, W. (W. Spence, Dunedin, m.). Taylor, R. (R. Taylor, Napier, f.). Thomson, J. (J. Thomson, Invercargill, f.). Walker, L.-Cpl. R. (R. Walker, Auckland, m.). Watson, T. (T. Watson, Oamaru, f.). Williams, W. (G. Williams, Remuera, f.). Wilson, J. (J. Wilson, Westport, m.). Young, E. (E. Young, Whangarei, m.). [52, 1052, 265, 1308]
